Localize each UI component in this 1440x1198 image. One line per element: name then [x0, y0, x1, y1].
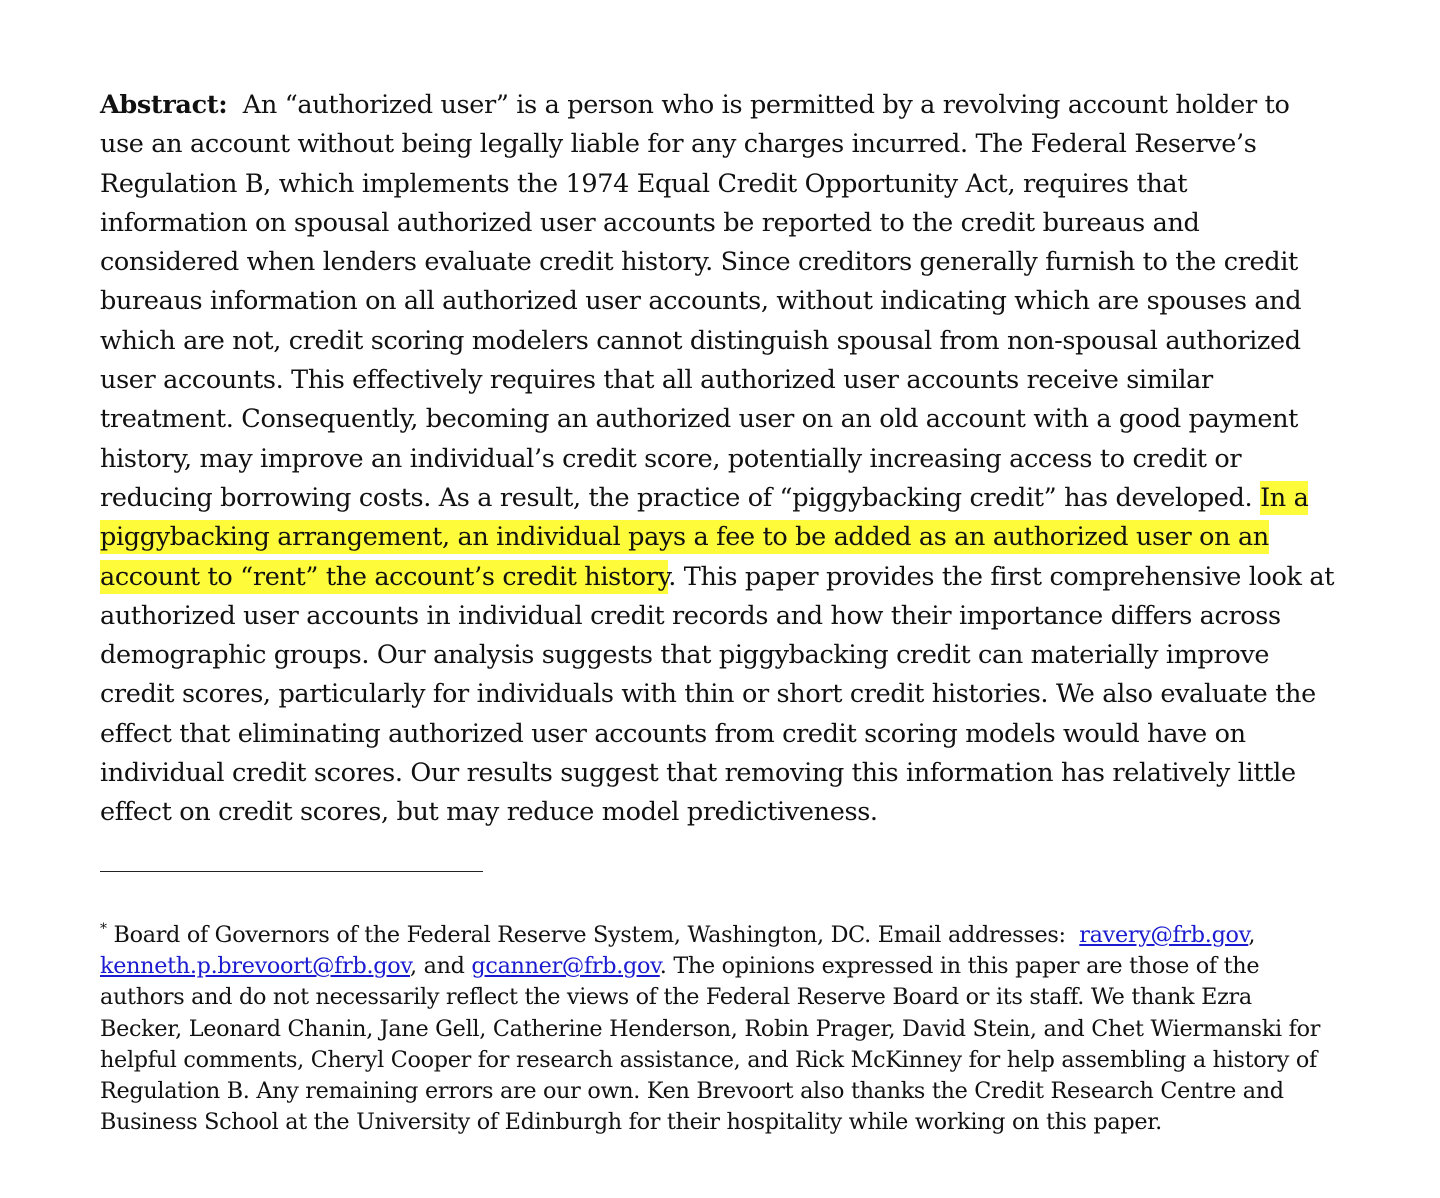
abstract-text-after: . This paper provides the first comprehensive look at authorized user accounts in individual credit records and how their importance differs across demographic groups. Our analysis suggests that piggybacking credit can materially improve credit scores, particularly for individuals with thin or short credit histories. We also evaluate the effect that eliminating authorized user accounts from credit scoring models would have on individual credit scores. Our results suggest that removing this information has relatively little effect on credit scores, but may reduce model predictiveness.: [100, 561, 1335, 828]
abstract-text-before: An “authorized user” is a person who is permitted by a revolving account holder to use an account without being legally liable for any charges incurred. The Federal Reserve’s Regulation B, which implements the 1974 Equal Credit Opportunity Act, requires that information on spousal authorized user accounts be reported to the credit bureaus and considered when lenders evaluate credit history. Since creditors generally furnish to the credit bureaus information on all authorized user accounts, without indicating which are spouses and which are not, credit scoring modelers cannot distinguish spousal from non-spousal authorized user accounts. This effectively requires that all authorized user accounts receive similar treatment. Consequently, becoming an authorized user on an old account with a good payment history, may improve an individual’s credit score, potentially increasing access to credit or reducing borrowing costs. As a result, the practice of “piggybacking credit” has developed.: [100, 90, 1302, 513]
email-link-canner[interactable]: gcanner@frb.gov: [471, 953, 660, 980]
footnote-separator: ,: [1248, 922, 1256, 948]
highlighted-sentence: In a piggybacking arrangement, an individual pays a fee to be added as an authorized user on an account to “rent” the account’s credit history: [100, 482, 1309, 592]
footnote-divider: [100, 871, 483, 872]
email-link-brevoort[interactable]: kenneth.p.brevoort@frb.gov: [100, 953, 410, 980]
footnote-mark: *: [100, 921, 107, 937]
abstract-label: Abstract:: [100, 90, 228, 120]
footnote-acknowledgements: . The opinions expressed in this paper are those of the authors and do not necessarily reflect the views of the Federal Reserve Board or its staff. We thank Ezra Becker, Leonard Chanin, Jane Gell, Catherine Henderson, Robin Prager, David Stein, and Chet Wiermanski for helpful comments, Cheryl Cooper for research assistance, and Rick McKinney for help assembling a history of Regulation B. Any remaining errors are our own. Ken Brevoort also thanks the Credit Research Centre and Business School at the University of Edinburgh for their hospitality while working on this paper.: [100, 953, 1321, 1136]
abstract-paragraph: [100, 86, 1335, 833]
footnote-affiliation: Board of Governors of the Federal Reserve System, Washington, DC. Email addresses:: [113, 922, 1066, 948]
footnote-separator: , and: [410, 953, 465, 980]
footnote-paragraph: [100, 920, 1340, 1138]
email-link-ravery[interactable]: ravery@frb.gov: [1079, 922, 1249, 948]
